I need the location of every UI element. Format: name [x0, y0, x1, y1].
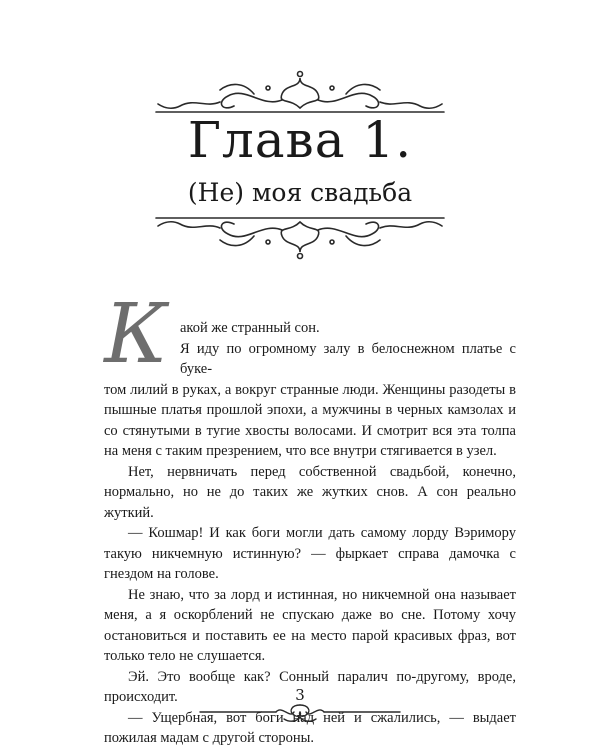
paragraph-7: — Ущербная, вот боги над ней и сжалились, — выдает пожилая мадам с другой стороны.: [104, 709, 516, 746]
paragraph-6: Эй. Это вообще как? Сонный паралич по-другому, вроде, происходит.: [104, 668, 516, 705]
paragraph-1: акой же странный сон.: [180, 320, 320, 336]
chapter-subtitle: (Не) моя свадьба: [187, 178, 413, 207]
paragraph-2-line-2-start: том лилий в руках, а вокруг странные люди. Женщины разодеты в пышные платья прошлой эпохи, а мужчины в черных камзолах и со стянутыми в тугие хвосты волосами. И смотрит вся эта толпа на меня с таким презрением, что все внутри стягивается в узел.: [104, 381, 516, 459]
drop-cap-letter: К: [104, 287, 168, 382]
chapter-body: [104, 318, 516, 749]
bottom-ornament-divider: [150, 212, 450, 262]
paragraph-3: Нет, нервничать перед собственной свадьбой, конечно, нормально, но не до таких же жутких снов. А сон реально жуткий.: [104, 463, 516, 521]
page-number: 3: [295, 686, 305, 704]
footer-ornament: [198, 701, 402, 723]
paragraph-5: Не знаю, что за лорд и истинная, но никчемной она называет меня, а я оскорблений не спускаю даже во сне. Потому хочу остановиться и поставить ее на место парой красивых фраз, вот только тело не слушается.: [104, 586, 516, 664]
paragraph-4: — Кошмар! И как боги могли дать самому лорду Вэримору такую никчемную истинную? — фыркает справа дамочка с гнездом на голове.: [104, 525, 516, 582]
chapter-title: Глава 1.: [187, 111, 413, 169]
paragraph-2-line-1: Я иду по огромному залу в белоснежном платье с буке-: [180, 340, 516, 377]
